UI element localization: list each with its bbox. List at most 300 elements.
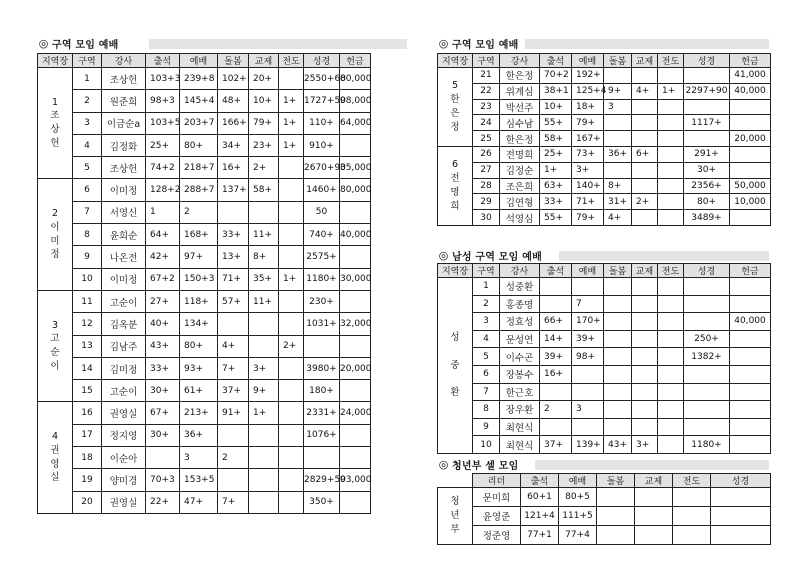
fellowship-cell: 35+ <box>249 268 279 290</box>
bible-cell <box>684 401 730 419</box>
fellowship-cell <box>632 278 658 296</box>
attendance-cell <box>146 447 180 469</box>
worship-cell <box>572 383 604 401</box>
leader-name: 한근호 <box>500 383 540 401</box>
evangelism-cell <box>279 179 304 201</box>
region-leader-cell <box>438 146 473 225</box>
fellowship-cell: 20+ <box>249 68 279 90</box>
offering-cell: 80,000 <box>340 68 371 90</box>
district-number: 27 <box>473 162 500 178</box>
bible-cell: 230+ <box>304 290 340 312</box>
care-cell: 36+ <box>604 146 632 162</box>
worship-cell: 77+4 <box>559 526 597 545</box>
column-header: 예배 <box>572 54 604 68</box>
leader-name: 석영심 <box>500 210 540 226</box>
table-row <box>38 224 371 246</box>
district-number: 18 <box>73 447 102 469</box>
attendance-cell: 33+ <box>540 194 572 210</box>
district-number: 7 <box>73 201 102 223</box>
attendance-cell: 121+4 <box>521 507 559 526</box>
title-bar-decoration <box>525 39 769 49</box>
district-number: 3 <box>473 313 500 331</box>
care-cell <box>604 418 632 436</box>
column-header: 성경 <box>304 54 340 68</box>
attendance-cell: 33+ <box>146 357 180 379</box>
offering-cell: 35,000 <box>340 157 371 179</box>
fellowship-cell <box>249 201 279 223</box>
section-title-text: 청년부 셀 모임 <box>452 460 519 472</box>
care-cell <box>604 131 632 147</box>
offering-cell <box>340 447 371 469</box>
region-label-char: 미 <box>50 235 60 247</box>
region-label-char: 4 <box>51 431 59 443</box>
evangelism-cell <box>658 115 684 131</box>
care-cell <box>597 507 635 526</box>
worship-cell: 167+ <box>572 131 604 147</box>
bible-cell: 2356+ <box>684 178 730 194</box>
evangelism-cell <box>279 424 304 446</box>
bible-cell: 1460+ <box>304 179 340 201</box>
leader-name: 최현식 <box>500 418 540 436</box>
evangelism-cell <box>279 224 304 246</box>
district-table-right <box>437 53 771 226</box>
attendance-cell: 30+ <box>146 380 180 402</box>
worship-cell: 218+7 <box>180 157 218 179</box>
evangelism-cell <box>279 402 304 424</box>
attendance-cell: 58+ <box>540 131 572 147</box>
offering-cell: 93,000 <box>340 469 371 491</box>
column-header: 전도 <box>279 54 304 68</box>
evangelism-cell: 1+ <box>658 83 684 99</box>
evangelism-cell <box>279 447 304 469</box>
table-row <box>438 162 771 178</box>
fellowship-cell: 3+ <box>249 357 279 379</box>
column-header: 교제 <box>632 54 658 68</box>
worship-cell: 134+ <box>180 313 218 335</box>
leader-name: 서영신 <box>102 201 146 223</box>
offering-cell <box>340 380 371 402</box>
fellowship-cell <box>632 115 658 131</box>
bible-cell <box>684 365 730 383</box>
region-leader-cell <box>438 68 473 147</box>
evangelism-cell <box>279 290 304 312</box>
district-number: 2 <box>73 90 102 112</box>
table-row <box>38 335 371 357</box>
attendance-cell: 98+3 <box>146 90 180 112</box>
evangelism-cell: 1+ <box>279 268 304 290</box>
district-number: 5 <box>473 348 500 366</box>
men-section-title <box>437 248 542 262</box>
attendance-cell: 39+ <box>540 348 572 366</box>
evangelism-cell <box>658 178 684 194</box>
attendance-cell: 1 <box>146 201 180 223</box>
leader-name: 나온전 <box>102 246 146 268</box>
care-cell <box>604 365 632 383</box>
region-label-char: 한 <box>450 94 460 106</box>
attendance-cell: 66+ <box>540 313 572 331</box>
evangelism-cell <box>279 357 304 379</box>
care-cell: 7+ <box>218 357 249 379</box>
district-number: 29 <box>473 194 500 210</box>
care-cell <box>604 348 632 366</box>
bible-cell: 2550+60 <box>304 68 340 90</box>
bible-cell: 1117+ <box>684 115 730 131</box>
bible-cell <box>684 383 730 401</box>
district-number: 7 <box>473 383 500 401</box>
attendance-cell: 55+ <box>540 210 572 226</box>
fellowship-cell <box>249 469 279 491</box>
bible-cell: 3980+ <box>304 357 340 379</box>
region-label-char: 희 <box>450 200 460 212</box>
worship-cell: 71+ <box>572 194 604 210</box>
table-row <box>38 90 371 112</box>
worship-cell <box>572 278 604 296</box>
bible-cell: 2575+ <box>304 246 340 268</box>
evangelism-cell <box>673 526 711 545</box>
bible-cell <box>684 418 730 436</box>
fellowship-cell: 10+ <box>249 90 279 112</box>
bible-cell: 740+ <box>304 224 340 246</box>
district-number: 1 <box>73 68 102 90</box>
leader-name: 최현식 <box>500 436 540 454</box>
worship-cell: 203+7 <box>180 112 218 134</box>
attendance-cell: 43+ <box>146 335 180 357</box>
fellowship-cell <box>249 313 279 335</box>
attendance-cell: 37+ <box>540 436 572 454</box>
evangelism-cell <box>279 201 304 223</box>
section-title-text: 구역 모임 예배 <box>452 39 519 51</box>
evangelism-cell <box>658 146 684 162</box>
table-row <box>38 313 371 335</box>
district-table-left <box>37 53 371 514</box>
table-row <box>38 68 371 90</box>
offering-cell: 32,000 <box>340 313 371 335</box>
leader-name: 이미정 <box>102 268 146 290</box>
care-cell: 16+ <box>218 157 249 179</box>
attendance-cell: 74+2 <box>146 157 180 179</box>
attendance-cell: 25+ <box>146 134 180 156</box>
table-row <box>438 365 771 383</box>
region-label-char: 전 <box>450 173 460 185</box>
section-title-text: 남성 구역 모임 예배 <box>452 251 542 263</box>
evangelism-cell <box>279 313 304 335</box>
district-number: 12 <box>73 313 102 335</box>
attendance-cell <box>540 295 572 313</box>
column-header: 전도 <box>658 264 684 278</box>
worship-cell: 140+ <box>572 178 604 194</box>
table-row <box>438 436 771 454</box>
worship-cell: 139+ <box>572 436 604 454</box>
evangelism-cell <box>673 507 711 526</box>
fellowship-cell: 9+ <box>249 380 279 402</box>
table-row <box>438 83 771 99</box>
cell-leader-name: 문미희 <box>473 488 521 507</box>
care-cell: 7+ <box>218 491 249 513</box>
column-header: 강사 <box>500 264 540 278</box>
worship-cell: 18+ <box>572 99 604 115</box>
attendance-cell: 40+ <box>146 313 180 335</box>
attendance-cell: 16+ <box>540 365 572 383</box>
fellowship-cell: 11+ <box>249 224 279 246</box>
care-cell: 48+ <box>218 90 249 112</box>
column-header: 출석 <box>540 264 572 278</box>
worship-cell: 80+ <box>180 335 218 357</box>
offering-cell: 10,000 <box>730 194 771 210</box>
region-label-char: 3 <box>51 319 59 331</box>
district-number: 10 <box>73 268 102 290</box>
offering-cell <box>730 436 771 454</box>
fellowship-cell <box>632 383 658 401</box>
bible-cell <box>684 313 730 331</box>
worship-cell: 2 <box>180 201 218 223</box>
offering-cell <box>730 278 771 296</box>
attendance-cell: 70+3 <box>146 469 180 491</box>
table-row <box>38 290 371 312</box>
care-cell: 37+ <box>218 380 249 402</box>
fellowship-cell <box>632 210 658 226</box>
region-label-char: 6 <box>451 159 459 171</box>
worship-cell: 73+ <box>572 146 604 162</box>
worship-cell: 213+ <box>180 402 218 424</box>
offering-cell <box>340 201 371 223</box>
circle-dot-icon: ◎ <box>438 248 449 262</box>
leader-name: 장우환 <box>500 401 540 419</box>
worship-cell: 97+ <box>180 246 218 268</box>
district-number: 9 <box>473 418 500 436</box>
region-label-char: 고 <box>50 333 60 345</box>
evangelism-cell <box>279 157 304 179</box>
evangelism-cell <box>658 68 684 84</box>
bible-cell <box>711 507 771 526</box>
fellowship-cell: 1+ <box>249 402 279 424</box>
leader-name: 김연형 <box>500 194 540 210</box>
table-row <box>438 348 771 366</box>
care-cell: 43+ <box>604 436 632 454</box>
region-label-char: 은 <box>450 107 460 119</box>
region-label-char: 이 <box>50 360 60 372</box>
care-cell: 91+ <box>218 402 249 424</box>
table-row <box>438 330 771 348</box>
cell-leader-name: 윤영준 <box>473 507 521 526</box>
attendance-cell <box>540 278 572 296</box>
leader-name: 위계심 <box>500 83 540 99</box>
bible-cell: 1382+ <box>684 348 730 366</box>
offering-cell: 50,000 <box>730 178 771 194</box>
column-header: 예배 <box>572 264 604 278</box>
evangelism-cell <box>658 365 684 383</box>
worship-cell: 7 <box>572 295 604 313</box>
region-label-char: 중 <box>450 359 460 371</box>
region-leader-cell <box>38 290 73 401</box>
care-cell: 4+ <box>604 210 632 226</box>
bible-cell <box>304 447 340 469</box>
district-number: 28 <box>473 178 500 194</box>
district-number: 22 <box>473 83 500 99</box>
table-row <box>38 380 371 402</box>
column-header: 출석 <box>540 54 572 68</box>
region-label-char: 조 <box>50 110 60 122</box>
worship-cell <box>572 418 604 436</box>
care-cell: 57+ <box>218 290 249 312</box>
evangelism-cell: 1+ <box>279 134 304 156</box>
care-cell: 102+ <box>218 68 249 90</box>
leader-name: 이수곤 <box>500 348 540 366</box>
offering-cell: 40,000 <box>730 83 771 99</box>
region-label-char: 실 <box>50 472 60 484</box>
region-label-char: 5 <box>451 80 459 92</box>
worship-cell: 80+ <box>180 134 218 156</box>
worship-cell: 239+8 <box>180 68 218 90</box>
fellowship-cell: 4+ <box>632 83 658 99</box>
care-cell <box>604 295 632 313</box>
fellowship-cell <box>632 131 658 147</box>
offering-cell <box>730 348 771 366</box>
column-header: 강사 <box>102 54 146 68</box>
offering-cell: 40,000 <box>730 313 771 331</box>
district-number: 6 <box>73 179 102 201</box>
district-number: 20 <box>73 491 102 513</box>
column-header: 강사 <box>500 54 540 68</box>
bible-cell: 110+ <box>304 112 340 134</box>
fellowship-cell <box>632 68 658 84</box>
column-header: 성경 <box>684 264 730 278</box>
attendance-cell <box>540 418 572 436</box>
leader-name: 심수남 <box>500 115 540 131</box>
worship-cell: 111+5 <box>559 507 597 526</box>
care-cell <box>218 469 249 491</box>
column-header: 구역 <box>473 264 500 278</box>
cell-leader-name: 정준영 <box>473 526 521 545</box>
evangelism-cell <box>658 348 684 366</box>
bible-cell <box>684 68 730 84</box>
attendance-cell: 67+2 <box>146 268 180 290</box>
column-header: 돌봄 <box>597 474 635 488</box>
table-row <box>438 146 771 162</box>
care-cell <box>604 115 632 131</box>
region-label-char: 환 <box>450 387 460 399</box>
district-number: 4 <box>73 134 102 156</box>
district-number: 14 <box>73 357 102 379</box>
leader-name: 조상헌 <box>102 157 146 179</box>
leader-name: 김정화 <box>102 134 146 156</box>
fellowship-cell: 79+ <box>249 112 279 134</box>
evangelism-cell <box>658 131 684 147</box>
table-row <box>438 68 771 84</box>
offering-cell <box>730 210 771 226</box>
evangelism-cell <box>658 418 684 436</box>
evangelism-cell <box>658 383 684 401</box>
care-cell <box>604 330 632 348</box>
worship-cell: 125+4 <box>572 83 604 99</box>
fellowship-cell: 6+ <box>632 146 658 162</box>
column-header: 돌봄 <box>604 54 632 68</box>
care-cell <box>597 526 635 545</box>
attendance-cell: 2 <box>540 401 572 419</box>
worship-cell: 3+ <box>572 162 604 178</box>
left-section-title <box>37 36 119 50</box>
leader-name: 원준희 <box>102 90 146 112</box>
bible-cell: 180+ <box>304 380 340 402</box>
area-label-char: 년 <box>450 510 460 522</box>
column-header: 예배 <box>180 54 218 68</box>
column-header: 리더 <box>473 474 521 488</box>
worship-cell: 3 <box>572 401 604 419</box>
offering-cell <box>730 365 771 383</box>
care-cell: 3 <box>604 99 632 115</box>
care-cell: 34+ <box>218 134 249 156</box>
area-label-char: 부 <box>450 523 460 535</box>
district-number: 5 <box>73 157 102 179</box>
worship-cell: 98+ <box>572 348 604 366</box>
area-label-char: 청 <box>450 496 460 508</box>
worship-cell: 80+5 <box>559 488 597 507</box>
offering-cell <box>730 401 771 419</box>
evangelism-cell: 2+ <box>279 335 304 357</box>
fellowship-cell: 3+ <box>632 436 658 454</box>
table-row <box>38 157 371 179</box>
district-number: 17 <box>73 424 102 446</box>
offering-cell: 41,000 <box>730 68 771 84</box>
fellowship-cell <box>632 418 658 436</box>
offering-cell <box>340 491 371 513</box>
leader-name: 조상헌 <box>102 68 146 90</box>
table-row <box>438 99 771 115</box>
leader-name: 문성연 <box>500 330 540 348</box>
care-cell <box>604 383 632 401</box>
youth-area-cell <box>438 488 473 545</box>
bible-cell: 350+ <box>304 491 340 513</box>
leader-name: 이미정 <box>102 179 146 201</box>
care-cell <box>604 278 632 296</box>
bible-cell: 291+ <box>684 146 730 162</box>
circle-dot-icon: ◎ <box>38 36 49 50</box>
evangelism-cell <box>658 401 684 419</box>
region-leader-cell <box>38 402 73 513</box>
table-row <box>438 418 771 436</box>
table-row <box>38 357 371 379</box>
bible-cell: 250+ <box>684 330 730 348</box>
youth-cell-table <box>437 473 771 545</box>
table-row <box>438 401 771 419</box>
table-row <box>38 112 371 134</box>
bible-cell <box>304 335 340 357</box>
fellowship-cell <box>632 401 658 419</box>
care-cell: 31+ <box>604 194 632 210</box>
circle-dot-icon: ◎ <box>438 36 449 50</box>
district-number: 19 <box>73 469 102 491</box>
evangelism-cell <box>658 99 684 115</box>
section-title-text: 구역 모임 예배 <box>52 39 119 51</box>
offering-cell: 40,000 <box>340 224 371 246</box>
district-number: 3 <box>73 112 102 134</box>
worship-cell: 39+ <box>572 330 604 348</box>
column-header: 지역장 <box>38 54 73 68</box>
bible-cell: 2331+ <box>304 402 340 424</box>
table-header-row <box>438 474 771 488</box>
worship-cell <box>572 365 604 383</box>
district-number: 1 <box>473 278 500 296</box>
fellowship-cell <box>249 424 279 446</box>
district-number: 16 <box>73 402 102 424</box>
title-bar-decoration <box>559 251 769 261</box>
bible-cell <box>711 526 771 545</box>
column-header: 예배 <box>559 474 597 488</box>
fellowship-cell <box>632 99 658 115</box>
leader-name: 고순이 <box>102 290 146 312</box>
column-header: 헌금 <box>340 54 371 68</box>
offering-cell <box>730 418 771 436</box>
attendance-cell: 25+ <box>540 146 572 162</box>
